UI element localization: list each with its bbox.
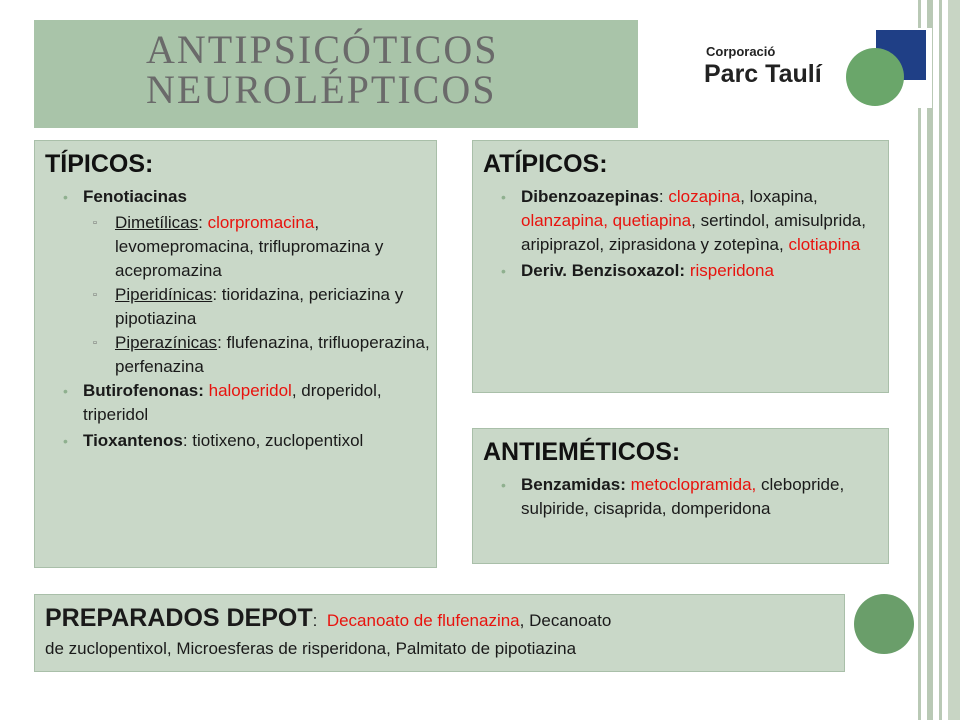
highlighted-drug: olanzapina, quetiapina xyxy=(521,211,692,230)
item-text: : tiotixeno, zuclopentixol xyxy=(182,431,364,450)
decorative-stripe xyxy=(918,0,921,720)
antiemeticos-box xyxy=(472,428,889,564)
item-text: , levomepromacina, triflupromazina y acepromazina xyxy=(115,213,384,280)
highlighted-drug: metoclopramida, xyxy=(630,475,757,494)
highlighted-drug: clotiapina xyxy=(788,235,861,254)
antiemeticos-heading: ANTIEMÉTICOS: xyxy=(483,438,681,466)
square-bullet-icon: ▫ xyxy=(93,217,97,229)
sub-list-item xyxy=(45,211,436,283)
item-label: Piperazínicas xyxy=(115,333,218,352)
atipicos-box xyxy=(472,140,889,393)
item-label: Dimetílicas xyxy=(115,213,199,232)
decorative-circle xyxy=(854,594,914,654)
depot-separator: : xyxy=(312,611,318,630)
decorative-stripe xyxy=(927,0,933,720)
highlighted-drug: haloperidol xyxy=(208,381,292,400)
item-label: Tioxantenos xyxy=(83,431,183,450)
logo-small-text: Corporació xyxy=(706,44,776,59)
item-separator: : xyxy=(658,187,669,206)
highlighted-drug: clorpromacina xyxy=(207,213,315,232)
title-line-1: ANTIPSICÓTICOS xyxy=(146,27,499,72)
depot-box xyxy=(34,594,845,672)
bullet-icon: • xyxy=(501,189,506,205)
sub-list-item xyxy=(45,331,436,379)
bullet-icon: • xyxy=(63,189,68,205)
item-text: , sertindol, amisulprida, aripiprazol, ziprasidona y zotepìna, xyxy=(521,211,866,254)
list-item xyxy=(45,379,436,427)
square-bullet-icon: ▫ xyxy=(93,337,97,349)
item-label: Benzamidas: xyxy=(521,475,626,494)
item-text: : tioridazina, periciazina y pipotiazina xyxy=(115,285,404,328)
item-label: Deriv. Benzisoxazol: xyxy=(521,261,686,280)
item-separator: : xyxy=(198,213,208,232)
parc-tauli-logo xyxy=(696,28,932,108)
bullet-icon: • xyxy=(63,383,68,399)
list-item xyxy=(45,185,436,209)
highlighted-drug: clozapina xyxy=(668,187,741,206)
decorative-stripe xyxy=(948,0,960,720)
item-label: Fenotiacinas xyxy=(83,187,187,206)
item-label: Butirofenonas: xyxy=(83,381,204,400)
highlighted-drug: risperidona xyxy=(689,261,774,280)
bullet-icon: • xyxy=(63,433,68,449)
slide-title-box xyxy=(34,20,638,128)
decorative-stripe xyxy=(939,0,942,720)
item-text: clebopride, sulpiride, cisaprida, domperidona xyxy=(521,475,845,518)
bullet-icon: • xyxy=(501,477,506,493)
list-item xyxy=(45,429,436,453)
bullet-icon: • xyxy=(501,263,506,279)
item-label: Dibenzoazepinas xyxy=(521,187,659,206)
atipicos-heading: ATÍPICOS: xyxy=(483,150,608,178)
tipicos-box xyxy=(34,140,437,568)
depot-line-1 xyxy=(45,603,844,636)
item-label: Piperidínicas xyxy=(115,285,213,304)
highlighted-drug: Decanoato de flufenazina xyxy=(326,611,520,630)
list-item xyxy=(483,259,888,283)
square-bullet-icon: ▫ xyxy=(93,289,97,301)
item-text: , loxapina, xyxy=(740,187,818,206)
depot-heading: PREPARADOS DEPOT xyxy=(45,604,313,632)
depot-text: , Decanoato xyxy=(519,611,612,630)
logo-green-circle xyxy=(846,48,904,106)
tipicos-heading: TÍPICOS: xyxy=(45,150,154,178)
depot-line-2: de zuclopentixol, Microesferas de risperidona, Palmitato de pipotiazina xyxy=(45,639,577,658)
list-item xyxy=(483,185,888,257)
sub-list-item xyxy=(45,283,436,331)
item-text: , droperidol, triperidol xyxy=(83,381,382,424)
title-line-2: NEUROLÉPTICOS xyxy=(146,67,497,112)
item-text: : flufenazina, trifluoperazina, perfenazina xyxy=(115,333,430,376)
list-item xyxy=(483,473,888,521)
logo-big-text: Parc Taulí xyxy=(704,60,822,88)
